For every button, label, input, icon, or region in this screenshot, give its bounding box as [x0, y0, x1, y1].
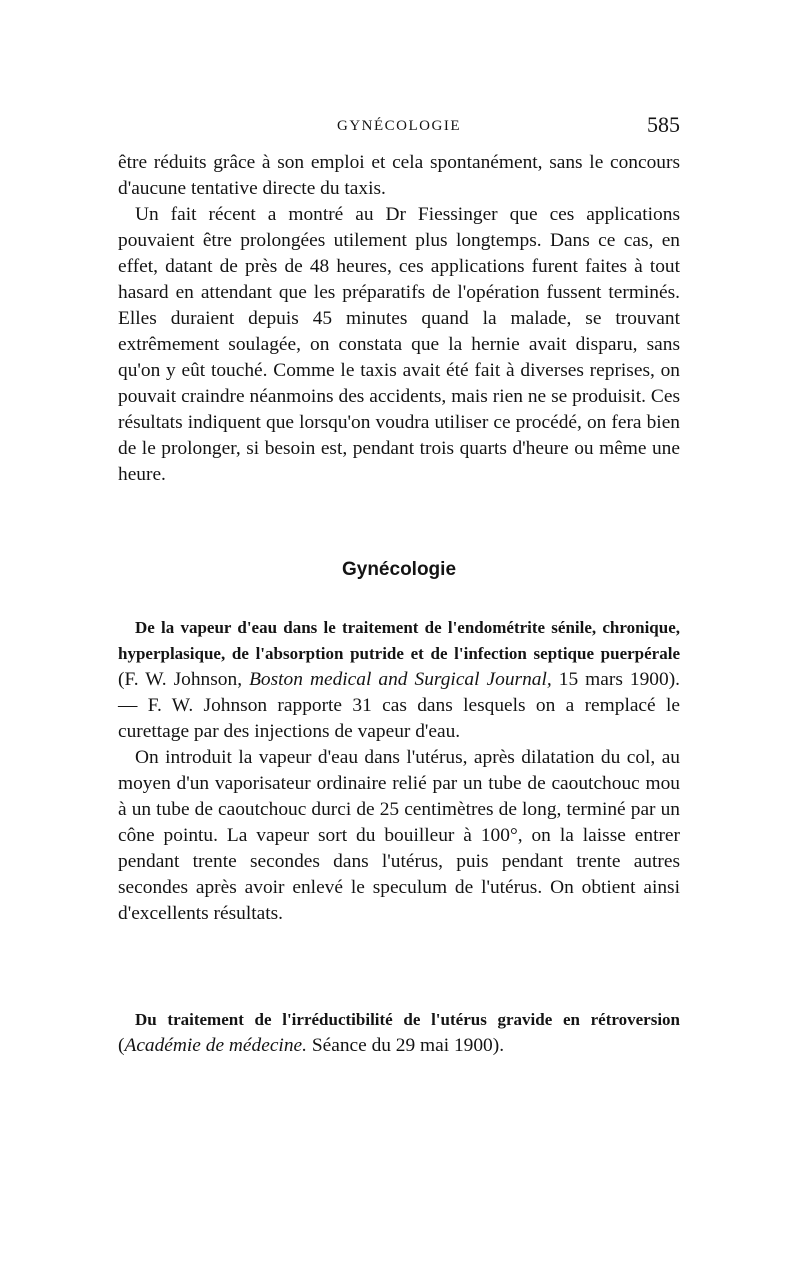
- article-1-paragraph-2: On introduit la vapeur d'eau dans l'utérus, après dilatation du col, au moyen d'un vaporisateur ordinaire relié par un tube de caoutchouc mou à un tube de caoutchouc durci de 25 centimètres de long, terminé par un cône pointu. La vapeur sort du bouilleur à 100°, on la laisse entrer pendant trente secondes dans l'utérus, puis pendant trente autres secondes après avoir enlevé le speculum de l'utérus. On obtient ainsi d'excellents résultats.: [118, 747, 680, 924]
- article-1-summary: F. W. Johnson rapporte 31 cas dans lesquels on a remplacé le curettage par des injections de vapeur d'eau.: [118, 695, 680, 742]
- article-2-citation-open: (: [118, 1035, 125, 1056]
- article-1-citation-close: 15 mars 1900). —: [118, 669, 680, 716]
- intro-paragraph-2: Un fait récent a montré au Dr Fiessinger que ces applications pouvaient être prolongées utilement plus longtemps. Dans ce cas, en effet, datant de près de 48 heures, ces applications furent faites à tout hasard en attendant que les préparatifs de l'opération fussent terminés. Elles duraient depuis 45 minutes quand la malade, se trouvant extrêmement soulagée, on constata que la hernie avait disparu, sans qu'on y eût touché. Comme le taxis avait été fait à diverses reprises, on pouvait craindre néanmoins des accidents, mais rien ne se produisit. Ces résultats indiquent que lorsqu'on voudra utiliser ce procédé, on fera bien de le prolonger, si besoin est, pendant trois quarts d'heure ou même une heure.: [118, 204, 680, 485]
- intro-paragraph-1: être réduits grâce à son emploi et cela spontanément, sans le concours d'aucune tentative directe du taxis.: [118, 152, 680, 199]
- article-endometritis: [118, 615, 680, 927]
- page-number: 585: [647, 112, 680, 137]
- running-title: GYNÉCOLOGIE: [337, 118, 461, 134]
- article-1-lead: [118, 615, 680, 745]
- article-2-lead: [118, 1007, 680, 1059]
- article-2-citation-close: Séance du 29 mai 1900).: [306, 1035, 505, 1056]
- page-header: [118, 112, 680, 142]
- article-1-citation-open: (F. W. Johnson,: [118, 669, 250, 690]
- article-2-journal: Académie de médecine.: [124, 1035, 307, 1056]
- article-1-title: De la vapeur d'eau dans le traitement de l'endométrite sénile, chronique, hyperplasique, de l'absorption putride et de l'infection septique puerpérale: [118, 618, 680, 663]
- article-1-journal: Boston medical and Surgical Journal,: [249, 669, 552, 690]
- intro-text: [118, 150, 680, 488]
- article-retroversion: [118, 1007, 680, 1059]
- article-2-title: Du traitement de l'irréductibilité de l'utérus gravide en rétroversion: [135, 1010, 680, 1029]
- section-heading: Gynécologie: [341, 559, 457, 580]
